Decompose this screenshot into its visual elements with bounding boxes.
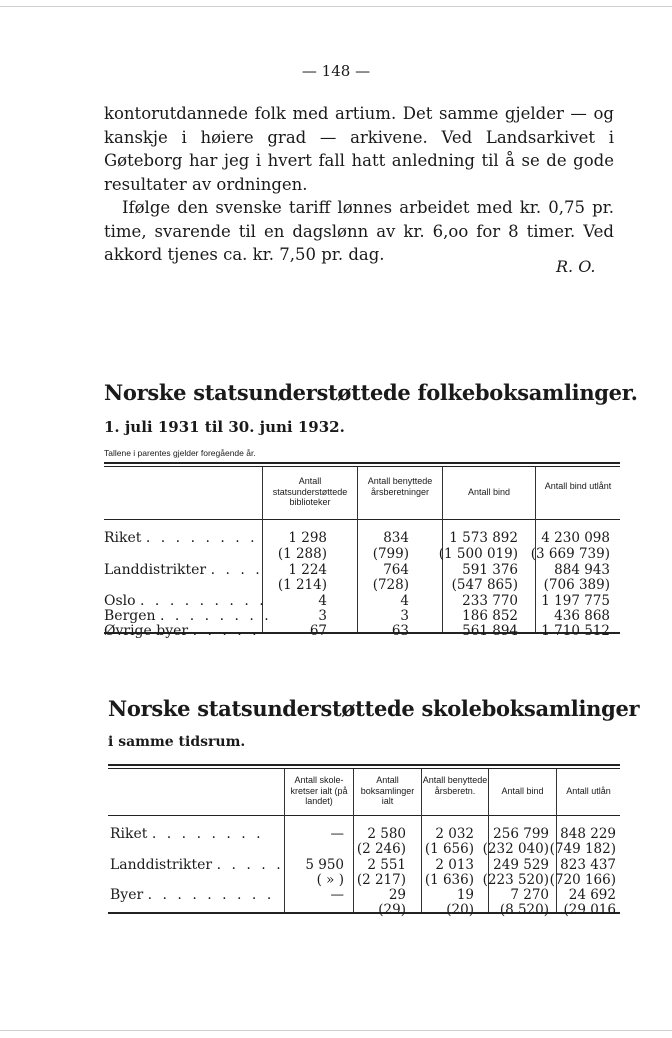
table1-row-label bbox=[104, 623, 260, 639]
table1-title: Norske statsunderstøttede folkeboksamlinger. bbox=[104, 380, 638, 405]
table2-header-rule bbox=[108, 815, 620, 816]
table2-title: Norske statsunderstøttede skoleboksamlinger bbox=[108, 696, 640, 721]
table1-row-leader-dots: . . . . bbox=[210, 562, 263, 578]
table2-cell: 2 551 bbox=[367, 857, 406, 873]
table1-row-label bbox=[104, 608, 272, 624]
table1-row-label bbox=[104, 530, 258, 546]
table1-cell: (1 288) bbox=[277, 546, 327, 562]
table1-cell: (728) bbox=[372, 577, 409, 593]
table1-cell: 884 943 bbox=[554, 562, 610, 578]
table1-row-label-text: Riket bbox=[104, 530, 146, 546]
table2-row-leader-dots: . . . . . bbox=[216, 857, 284, 873]
table1-cell: 67 bbox=[309, 623, 327, 639]
table1-cell: 3 bbox=[400, 608, 409, 624]
table1-header-libraries: Antall statsunderstøttede biblioteker bbox=[272, 476, 348, 507]
table1-top-rule-thin bbox=[104, 466, 620, 467]
table2-row-label bbox=[110, 857, 284, 873]
table1-cell: 1 224 bbox=[288, 562, 327, 578]
table2-row-label bbox=[110, 887, 274, 903]
table1-row-label-text: Oslo bbox=[104, 593, 141, 609]
table1-cell: 834 bbox=[383, 530, 409, 546]
table1-cell: 1 710 512 bbox=[541, 623, 610, 639]
table2-row-label-text: Riket bbox=[110, 826, 152, 842]
table2-row-leader-dots: . . . . . . . . . bbox=[147, 887, 275, 903]
table1-top-rule bbox=[104, 462, 620, 464]
table1-subtitle: 1. juli 1931 til 30. juni 1932. bbox=[104, 418, 345, 436]
table2-cell: (1 636) bbox=[424, 872, 474, 888]
table2-cell: 29 bbox=[388, 887, 406, 903]
table1-note: Tallene i parentes gjelder foregående år. bbox=[104, 448, 256, 458]
table1-row-label-text: Øvrige byer bbox=[104, 623, 193, 639]
table1-header-rule bbox=[104, 519, 620, 520]
table2-cell: 249 529 bbox=[493, 857, 549, 873]
table1-row-label bbox=[104, 562, 263, 578]
table2-cell: 2 580 bbox=[367, 826, 406, 842]
page-bottom-edge bbox=[0, 1030, 672, 1031]
table1-header-reports: Antall benyttede årsberetninger bbox=[367, 476, 433, 497]
table2-cell: (720 166) bbox=[549, 872, 616, 888]
page-top-edge bbox=[0, 6, 672, 7]
table2-row-label-text: Landdistrikter bbox=[110, 857, 217, 873]
table2-cell: (2 246) bbox=[356, 841, 406, 857]
table1-row-label bbox=[104, 593, 267, 609]
table2-row-label-text: Byer bbox=[110, 887, 148, 903]
table2-cell: — bbox=[330, 887, 344, 903]
table2-header-reports: Antall benyttede årsberetn. bbox=[422, 775, 488, 796]
table1-cell: 4 bbox=[400, 593, 409, 609]
table2-cell: (223 520) bbox=[482, 872, 549, 888]
table1-row-label-text: Bergen bbox=[104, 608, 160, 624]
table1-cell: 233 770 bbox=[462, 593, 518, 609]
table2-cell: (29 016 bbox=[563, 902, 616, 918]
table2-cell: (1 656) bbox=[424, 841, 474, 857]
table1-cell: 3 bbox=[318, 608, 327, 624]
table1-cell: 4 bbox=[318, 593, 327, 609]
table1-cell: (3 669 739) bbox=[530, 546, 610, 562]
signature: R. O. bbox=[556, 257, 596, 276]
table1-cell: (1 500 019) bbox=[438, 546, 518, 562]
table2-cell: 2 013 bbox=[435, 857, 474, 873]
table2-cell: 19 bbox=[456, 887, 474, 903]
table2-cell: — bbox=[330, 826, 344, 842]
table2-cell: (20) bbox=[446, 902, 474, 918]
intro-paragraph-1: kontorutdannede folk med artium. Det samme gjelder — og kanskje i høiere grad — arkivene. Ved Landsarkivet i Gøteborg har jeg i hvert fall hatt anledning til å se de gode resultater av ordningen. bbox=[104, 104, 614, 194]
table2-header-collections: Antall boksamlinger ialt bbox=[360, 775, 415, 806]
table2-row-leader-dots: . . . . . . . . bbox=[151, 826, 264, 842]
table2-row-label bbox=[110, 826, 264, 842]
table2-cell: 823 437 bbox=[560, 857, 616, 873]
table2-top-rule-thin bbox=[108, 768, 620, 769]
table1-row-leader-dots: . . . . . . . . bbox=[159, 608, 272, 624]
table1-cell: 1 298 bbox=[288, 530, 327, 546]
table1-cell: 63 bbox=[391, 623, 409, 639]
table2-cell: ( » ) bbox=[316, 872, 344, 888]
table1-row-leader-dots: . . . . . . . . . bbox=[140, 593, 267, 609]
table1-header-loans: Antall bind utlånt bbox=[544, 481, 612, 491]
table1-cell: 1 573 892 bbox=[449, 530, 518, 546]
table2-cell: 848 229 bbox=[560, 826, 616, 842]
table2-subtitle: i samme tidsrum. bbox=[108, 734, 246, 750]
table2-cell: 2 032 bbox=[435, 826, 474, 842]
table2-cell: (8 520) bbox=[499, 902, 549, 918]
table1-header-volumes: Antall bind bbox=[467, 487, 511, 497]
table1-cell: 764 bbox=[383, 562, 409, 578]
table2-cell: 256 799 bbox=[493, 826, 549, 842]
table2-cell: 7 270 bbox=[510, 887, 549, 903]
table2-header-loans: Antall utlån bbox=[566, 786, 611, 796]
table2-cell: (232 040) bbox=[482, 841, 549, 857]
table2-top-rule bbox=[108, 764, 620, 766]
table2-cell: (749 182) bbox=[549, 841, 616, 857]
table1-cell: (799) bbox=[372, 546, 409, 562]
table2-header-volumes: Antall bind bbox=[501, 786, 544, 796]
table1-cell: (1 214) bbox=[277, 577, 327, 593]
table1-row-leader-dots: . . . . . bbox=[192, 623, 260, 639]
table1-cell: 436 868 bbox=[554, 608, 610, 624]
table1-cell: 4 230 098 bbox=[541, 530, 610, 546]
table1-cell: 1 197 775 bbox=[541, 593, 610, 609]
table1-cell: 591 376 bbox=[462, 562, 518, 578]
table1-row-label-text: Landdistrikter bbox=[104, 562, 211, 578]
table2-header-districts: Antall skole-kretser ialt (på landet) bbox=[290, 775, 348, 806]
table1-cell: 186 852 bbox=[462, 608, 518, 624]
table2-cell: (2 217) bbox=[356, 872, 406, 888]
table1-row-leader-dots: . . . . . . . . bbox=[145, 530, 258, 546]
table2-cell: 5 950 bbox=[305, 857, 344, 873]
table1-cell: (547 865) bbox=[451, 577, 518, 593]
table1-cell: (706 389) bbox=[543, 577, 610, 593]
page-number: — 148 — bbox=[301, 62, 371, 80]
intro-paragraph-2: Ifølge den svenske tariff lønnes arbeidet med kr. 0,75 pr. time, svarende til en dagslønn av kr. 6,oo for 8 timer. Ved akkord tjenes ca. kr. 7,50 pr. dag. bbox=[104, 198, 614, 264]
table1-cell: 561 894 bbox=[462, 623, 518, 639]
table2-cell: 24 692 bbox=[568, 887, 616, 903]
table2-cell: (29) bbox=[378, 902, 406, 918]
